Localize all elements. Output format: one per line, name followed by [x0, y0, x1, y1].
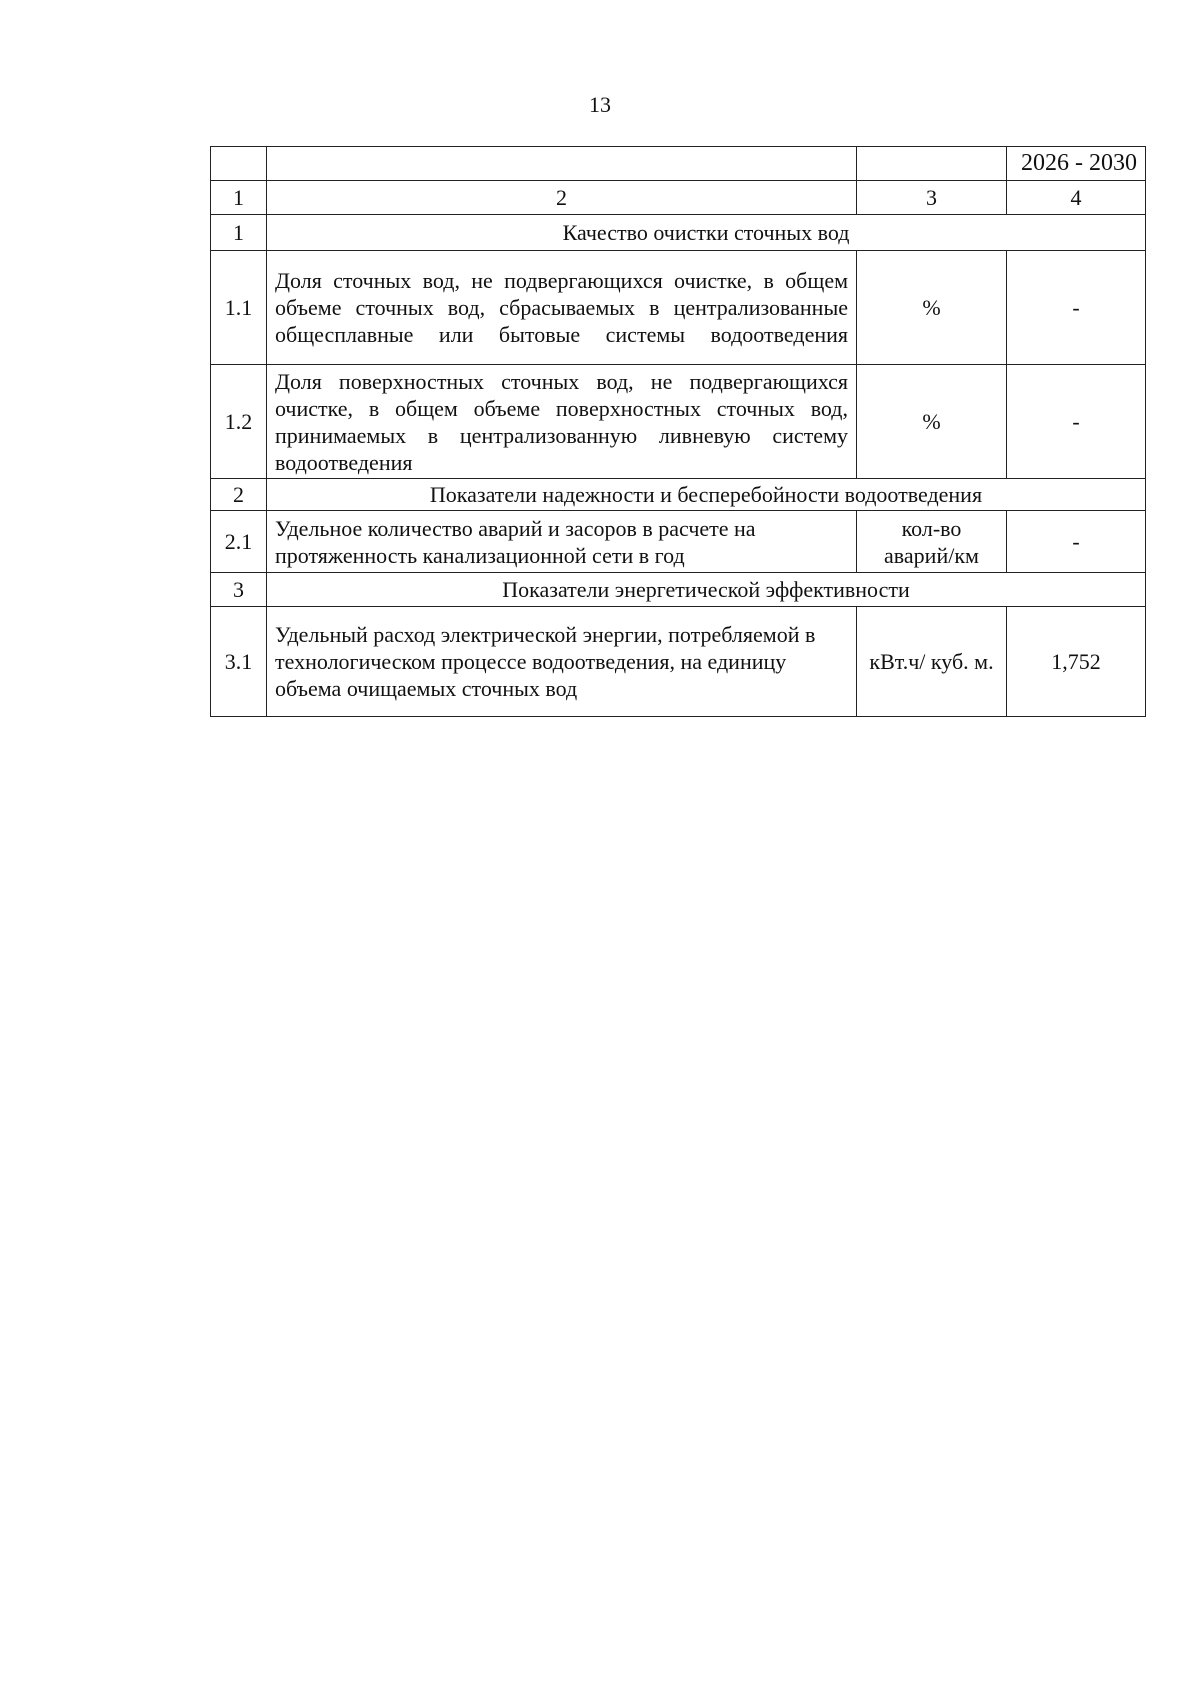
header-cell-empty-2: [267, 147, 857, 181]
section-row: [211, 573, 1146, 607]
row-number: 1.2: [211, 365, 267, 479]
row-value: -: [1007, 365, 1146, 479]
section-number: 1: [211, 215, 267, 251]
table-row: [211, 511, 1146, 573]
section-row: [211, 479, 1146, 511]
section-number: 3: [211, 573, 267, 607]
page-number: 13: [589, 92, 611, 117]
header-cell-empty-3: [857, 147, 1007, 181]
column-number-1: 1: [211, 181, 267, 215]
row-description: Доля сточных вод, не подвергающихся очистке, в общем объеме сточных вод, сбрасываемых в централизованные общесплавные или бытовые системы водоотведения: [267, 251, 857, 365]
row-value: -: [1007, 251, 1146, 365]
row-number: 1.1: [211, 251, 267, 365]
section-title: Показатели надежности и бесперебойности водоотведения: [267, 479, 1146, 511]
row-unit: кол-во аварий/км: [857, 511, 1007, 573]
section-title: Качество очистки сточных вод: [267, 215, 1146, 251]
table-row: [211, 251, 1146, 365]
row-unit: %: [857, 365, 1007, 479]
column-number-2: 2: [267, 181, 857, 215]
row-number: 2.1: [211, 511, 267, 573]
section-row: [211, 215, 1146, 251]
section-title: Показатели энергетической эффективности: [267, 573, 1146, 607]
row-value: 1,752: [1007, 607, 1146, 717]
indicators-table: [210, 146, 1146, 717]
table-row: [211, 365, 1146, 479]
column-number-4: 4: [1007, 181, 1146, 215]
header-cell-empty-1: [211, 147, 267, 181]
period-header: 2026 - 2030: [1007, 147, 1146, 181]
column-number-3: 3: [857, 181, 1007, 215]
column-numbers-row: [211, 181, 1146, 215]
row-description: Доля поверхностных сточных вод, не подвергающихся очистке, в общем объеме поверхностных сточных вод, принимаемых в централизованную ливневую систему водоотведения: [267, 365, 857, 479]
table-header-row: [211, 147, 1146, 181]
row-description: Удельный расход электрической энергии, потребляемой в технологическом процессе водоотведения, на единицу объема очищаемых сточных вод: [267, 607, 857, 717]
section-number: 2: [211, 479, 267, 511]
row-unit: %: [857, 251, 1007, 365]
row-number: 3.1: [211, 607, 267, 717]
row-value: -: [1007, 511, 1146, 573]
row-description: Удельное количество аварий и засоров в расчете на протяженность канализационной сети в год: [267, 511, 857, 573]
table-row: [211, 607, 1146, 717]
row-unit: кВт.ч/ куб. м.: [857, 607, 1007, 717]
